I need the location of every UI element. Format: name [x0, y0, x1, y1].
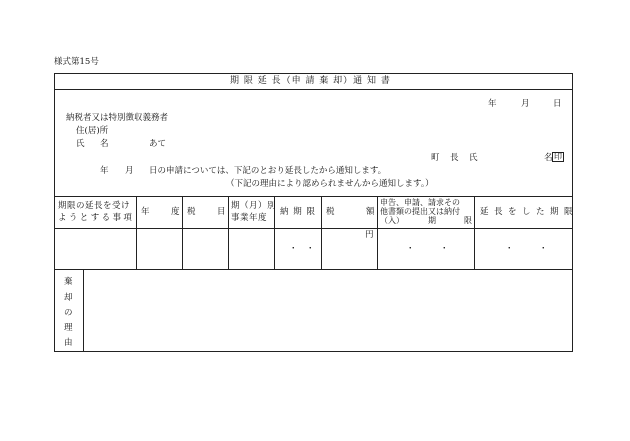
header-tax-2: 目 — [217, 207, 227, 217]
table-header-divider — [54, 228, 573, 229]
header-amount-2: 額 — [366, 207, 376, 217]
seal-mark: 印 — [554, 152, 562, 161]
address-label: 住(居)所 — [76, 126, 109, 136]
date-day-label: 日 — [553, 99, 562, 109]
row-due-date-dots: ・ ・ — [289, 244, 315, 254]
header-filing-line3a: （入） — [380, 216, 404, 225]
table-top-line — [54, 196, 573, 197]
reason-label-char-1: 棄 — [64, 277, 73, 287]
date-month-label: 月 — [521, 99, 530, 109]
name-label-2: 名 — [100, 139, 109, 149]
header-period-line2: 事業年度 — [231, 213, 268, 223]
reason-label-char-2: 却 — [64, 293, 73, 303]
body-month-label: 月 — [125, 166, 134, 176]
col-divider-2 — [182, 196, 183, 269]
title-divider — [54, 89, 573, 90]
header-tax-1: 税 — [187, 207, 197, 217]
reason-label-char-3: の — [64, 308, 73, 318]
date-year-label: 年 — [488, 99, 497, 109]
body-alt-text: （下記の理由により認められませんから通知します。） — [226, 179, 434, 189]
row-extended-dots: ・ ・ — [505, 244, 548, 254]
table-bottom-line — [54, 269, 573, 270]
col-divider-7 — [474, 196, 475, 269]
issuer-name-char: 名 — [544, 153, 553, 163]
header-subject-line2: ようとする事項 — [58, 213, 135, 223]
header-amount-1: 税 — [326, 207, 336, 217]
header-due-date: 納 期 限 — [280, 207, 316, 217]
header-filing-line2: 他書類の提出又は納付 — [380, 207, 460, 216]
header-filing-line1: 申告、申請、請求その — [380, 198, 460, 207]
reason-divider — [83, 269, 84, 352]
header-fiscal-year-1: 年 — [141, 207, 151, 217]
reason-label-char-4: 理 — [64, 323, 73, 333]
issuer-title: 町 長 氏 — [431, 153, 479, 163]
header-extended-deadline: 延 長 を し た 期 限 — [480, 207, 574, 217]
form-title: 期 限 延 長（申 請 棄 却）通 知 書 — [230, 76, 391, 86]
addressee-label: 納税者又は特別徴収義務者 — [66, 113, 169, 123]
header-filing-line3b: 期 — [428, 216, 436, 225]
header-filing-line3c: 限 — [464, 216, 472, 225]
name-label-1: 氏 — [76, 139, 85, 149]
body-year-label: 年 — [100, 166, 109, 176]
row-filing-dots: ・ ・ — [406, 244, 449, 254]
col-divider-3 — [228, 196, 229, 269]
honorific-label: あて — [149, 139, 167, 149]
col-divider-1 — [136, 196, 137, 269]
header-subject-line1: 期限の延長を受け — [58, 201, 131, 211]
col-divider-6 — [377, 196, 378, 269]
reason-text-area[interactable] — [88, 272, 568, 348]
header-fiscal-year-2: 度 — [171, 207, 181, 217]
reason-label-char-5: 由 — [64, 338, 73, 348]
col-divider-5 — [321, 196, 322, 269]
body-main-text: 日の申請については、下記のとおり延長したから通知します。 — [149, 166, 387, 176]
row-yen-unit: 円 — [365, 230, 374, 240]
header-period-line1: 期（月）別 — [231, 201, 277, 211]
form-number: 様式第15号 — [54, 57, 99, 67]
